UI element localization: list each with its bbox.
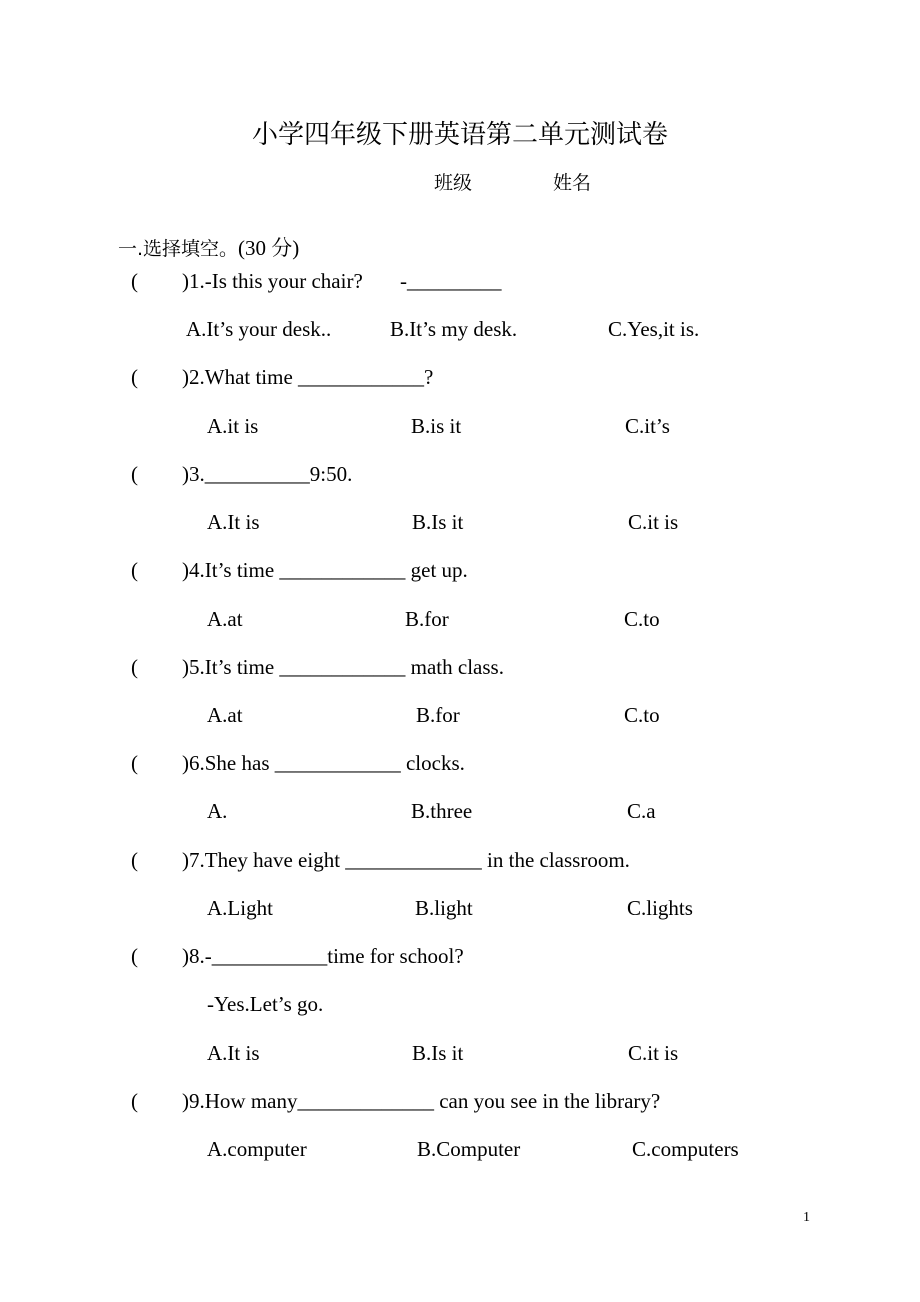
- section-heading: [110, 222, 299, 259]
- question-3-option-a: A.It is: [207, 510, 260, 534]
- question-2-option-a: A.it is: [207, 414, 259, 438]
- question-2-stem: )2.What time ____________?: [182, 365, 434, 389]
- question-5-option-b: B.for: [416, 703, 460, 727]
- question-8-stem: )8.-___________time for school?: [182, 944, 464, 968]
- section-score: (30 分): [238, 236, 300, 260]
- question-7-paren: (: [131, 848, 138, 872]
- page-title: 小学四年级下册英语第二单元测试卷: [251, 120, 668, 150]
- question-4-option-a: A.at: [207, 607, 243, 631]
- question-4-stem: )4.It’s time ____________ get up.: [182, 558, 468, 582]
- question-1-option-a: A.It’s your desk..: [186, 317, 332, 341]
- name-label: 姓名: [553, 172, 592, 194]
- question-8-option-b: B.Is it: [412, 1041, 464, 1065]
- question-5-paren: (: [131, 655, 138, 679]
- question-8-reply: -Yes.Let’s go.: [207, 992, 324, 1016]
- question-5-option-c: C.to: [624, 703, 660, 727]
- question-7-stem: )7.They have eight _____________ in the classroom.: [182, 848, 630, 872]
- question-3-paren: (: [131, 462, 138, 486]
- question-1-answer-blank: -_________: [400, 269, 502, 293]
- question-9-paren: (: [131, 1089, 138, 1113]
- question-5-stem: )5.It’s time ____________ math class.: [182, 655, 504, 679]
- question-1-stem: )1.-Is this your chair?: [182, 269, 363, 293]
- question-4-option-c: C.to: [624, 607, 660, 631]
- question-6-paren: (: [131, 751, 138, 775]
- question-4-paren: (: [131, 558, 138, 582]
- question-7-option-b: B.light: [415, 896, 473, 920]
- question-1-option-c: C.Yes,it is.: [608, 317, 700, 341]
- question-1-paren: (: [131, 269, 138, 293]
- question-8-paren: (: [131, 944, 138, 968]
- question-5-option-a: A.at: [207, 703, 243, 727]
- question-3-stem: )3.__________9:50.: [182, 462, 353, 486]
- question-6-option-b: B.three: [411, 799, 473, 823]
- question-9-option-b: B.Computer: [417, 1137, 521, 1161]
- question-3-option-c: C.it is: [628, 510, 679, 534]
- question-9-stem: )9.How many_____________ can you see in the library?: [182, 1089, 661, 1113]
- question-2-paren: (: [131, 365, 138, 389]
- question-8-option-c: C.it is: [628, 1041, 679, 1065]
- question-3-option-b: B.Is it: [412, 510, 464, 534]
- question-4-option-b: B.for: [405, 607, 449, 631]
- section-heading-text: 一.选择填空。: [118, 238, 239, 260]
- question-9-option-a: A.computer: [207, 1137, 307, 1161]
- question-8-option-a: A.It is: [207, 1041, 260, 1065]
- class-label: 班级: [434, 172, 473, 194]
- question-2-option-c: C.it’s: [625, 414, 670, 438]
- question-7-option-a: A.Light: [207, 896, 273, 920]
- question-6-stem: )6.She has ____________ clocks.: [182, 751, 465, 775]
- page-number: 1: [803, 1210, 810, 1225]
- question-6-option-c: C.a: [627, 799, 656, 823]
- question-1-option-b: B.It’s my desk.: [390, 317, 518, 341]
- question-6-option-a: A.: [207, 799, 228, 823]
- question-9-option-c: C.computers: [632, 1137, 739, 1161]
- question-7-option-c: C.lights: [627, 896, 693, 920]
- question-2-option-b: B.is it: [411, 414, 462, 438]
